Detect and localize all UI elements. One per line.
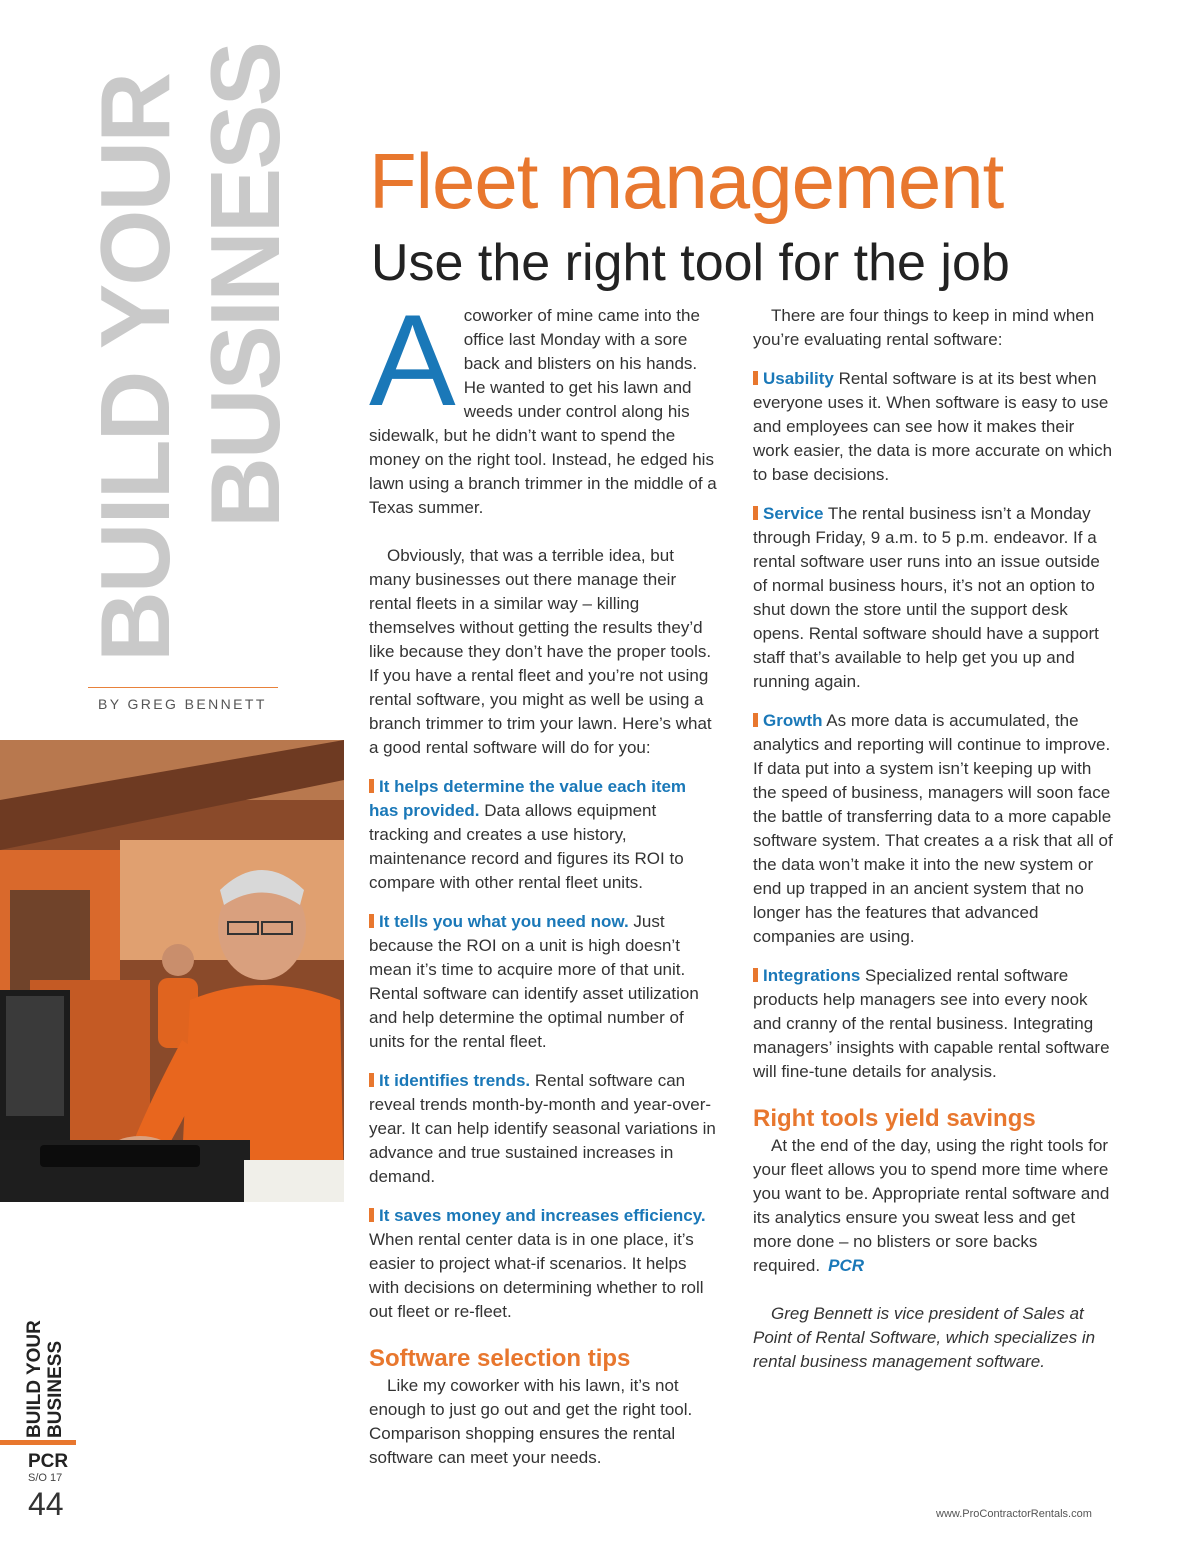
- article-subtitle: Use the right tool for the job: [371, 234, 1010, 292]
- bullet-need: [369, 910, 719, 1054]
- article-title: Fleet management: [369, 137, 1004, 225]
- bullet-text: Rental software can reveal trends month-by-month and year-over-year. It can help identify seasonal variations in advance and true sustained increases in demand.: [369, 1071, 716, 1186]
- section-banner-line1: BUILD YOUR: [80, 73, 190, 662]
- bullet-marker: [369, 914, 374, 928]
- intro-paragraph: [369, 287, 719, 520]
- savings-paragraph: [753, 1134, 1113, 1278]
- item-text: Rental software is at its best when everyone uses it. When software is easy to use and employees can see how it makes their work easier, the data is more accurate on which to base decisions.: [753, 369, 1113, 484]
- item-growth: [753, 709, 1113, 949]
- bullet-savings: [369, 1204, 719, 1324]
- bullet-marker: [369, 779, 374, 793]
- item-keyword: Service: [763, 504, 824, 523]
- page-number: 44: [28, 1486, 64, 1522]
- bullet-marker: [753, 371, 758, 385]
- bullet-keyword: It tells you what you need now.: [379, 912, 629, 931]
- byline-rule: [88, 687, 278, 688]
- folio-issue: S/O 17: [28, 1472, 63, 1484]
- footer-url[interactable]: www.ProContractorRentals.com: [936, 1508, 1092, 1520]
- article-photo: [0, 740, 344, 1202]
- column-left: [369, 287, 719, 1470]
- item-integrations: [753, 964, 1113, 1084]
- item-keyword: Integrations: [763, 966, 861, 985]
- section-banner-line2: BUSINESS: [190, 42, 300, 528]
- bullet-marker: [753, 506, 758, 520]
- bullet-keyword: It identifies trends.: [379, 1071, 531, 1090]
- item-text: The rental business isn’t a Monday through Friday, 9 a.m. to 5 p.m. endeavor. If a rental software user runs into an issue outside of normal business hours, it’s not an option to shut down the store until the support desk opens. Rental software should have a support staff that’s available to help get you up and running again.: [753, 504, 1100, 691]
- byline: BY GREG BENNETT: [98, 696, 267, 712]
- bullet-keyword: It helps determine the value each item has provided.: [369, 777, 687, 820]
- author-bio: Greg Bennett is vice president of Sales at Point of Rental Software, which specializes in rental business management software.: [753, 1304, 1096, 1371]
- bullet-marker: [753, 713, 758, 727]
- subhead-savings: Right tools yield savings: [753, 1105, 1036, 1132]
- item-keyword: Growth: [763, 711, 823, 730]
- folio-magazine-logo: PCR: [28, 1451, 69, 1472]
- bullet-marker: [369, 1208, 374, 1222]
- bullet-text: When rental center data is in one place, it’s easier to project what-if scenarios. It helps with decisions on determining whether to roll out fleet or re-fleet.: [369, 1230, 704, 1321]
- item-keyword: Usability: [763, 369, 834, 388]
- tips-paragraph: Like my coworker with his lawn, it’s not enough to just go out and get the right tool. Comparison shopping ensures the rental software can meet your needs.: [369, 1376, 693, 1467]
- folio-line2: BUSINESS: [45, 1340, 66, 1438]
- bullet-text: Data allows equipment tracking and creates a use history, maintenance record and figures its ROI to compare with other rental fleet units.: [369, 801, 684, 892]
- folio-section-label: [24, 1320, 66, 1438]
- drop-cap: A: [369, 287, 456, 433]
- column-right: [753, 304, 1113, 1374]
- savings-text: At the end of the day, using the right tools for your fleet allows you to spend more time where you want to be. Appropriate rental software and its analytics ensure you sweat less and get more done – no blisters or sore backs required.: [753, 1136, 1110, 1275]
- folio-rule: [0, 1440, 76, 1445]
- intro-four-things: There are four things to keep in mind when you’re evaluating rental software:: [753, 306, 1095, 349]
- intro-text: coworker of mine came into the office last Monday with a sore back and blisters on his hands. He wanted to get his lawn and weeds under control along his sidewalk, but he didn’t want to spend the money on the right tool. Instead, he edged his lawn using a branch trimmer in the middle of a Texas summer.: [369, 306, 717, 517]
- item-text: As more data is accumulated, the analytics and reporting will continue to improve. If data put into a system isn’t keeping up with the speed of business, managers will soon face the battle of transferring data to a more capable software system. That creates a a risk that all of the data won’t make it into the new system or end up trapped in an ancient system that no longer has the features that advanced companies are using.: [753, 711, 1113, 946]
- end-mark-logo: PCR: [828, 1256, 865, 1275]
- bullet-keyword: It saves money and increases efficiency.: [379, 1206, 706, 1225]
- item-service: [753, 502, 1113, 694]
- item-text: Specialized rental software products help managers see into every nook and cranny of the rental business. Integrating managers’ insights with capable rental software will fine-tune details for analysis.: [753, 966, 1110, 1081]
- bullet-text: Just because the ROI on a unit is high doesn’t mean it’s time to acquire more of that unit. Rental software can identify asset utilization and help determine the optimal number of units for the rental fleet.: [369, 912, 699, 1051]
- paragraph-2: Obviously, that was a terrible idea, but many businesses out there manage their rental fleets in a similar way – killing themselves without getting the results they’d like because they don’t have the proper tools. If you have a rental fleet and you’re not using rental software, you might as well be using a branch trimmer to trim your lawn. Here’s what a good rental software will do for you:: [369, 546, 712, 757]
- subhead-tips: Software selection tips: [369, 1345, 631, 1372]
- bullet-marker: [369, 1073, 374, 1087]
- bullet-marker: [753, 968, 758, 982]
- bullet-value: [369, 775, 719, 895]
- bullet-trends: [369, 1069, 719, 1189]
- item-usability: [753, 367, 1113, 487]
- folio-line1: BUILD YOUR: [24, 1320, 45, 1438]
